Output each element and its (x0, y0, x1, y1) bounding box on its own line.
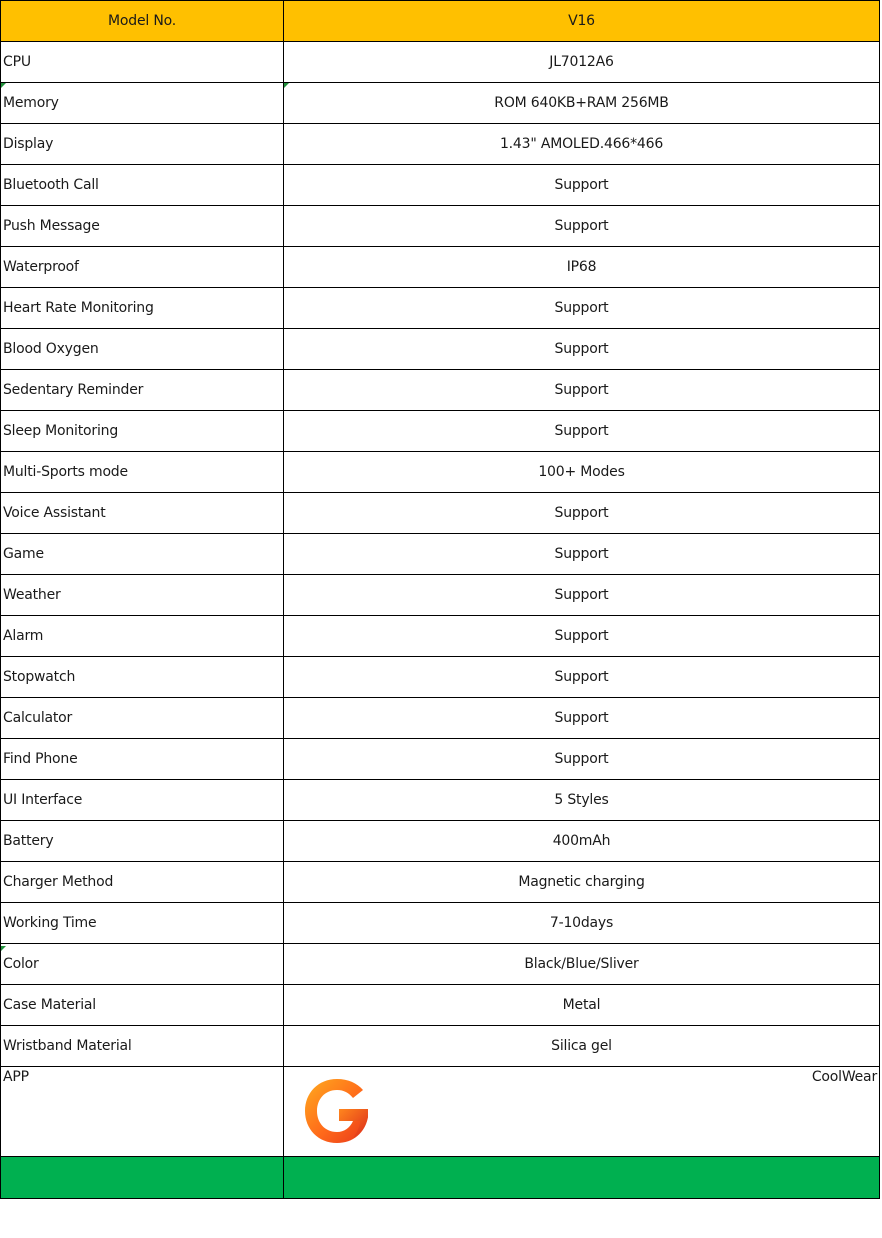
header-row (1, 1, 880, 42)
spec-row-memory (1, 83, 880, 124)
spec-row-charger-method (1, 862, 880, 903)
comment-marker-icon (1, 946, 6, 951)
spec-value: JL7012A6 (284, 42, 880, 83)
footer-row (1, 1157, 880, 1199)
spec-row-weather (1, 575, 880, 616)
spec-value: Support (284, 739, 880, 780)
spec-value: Support (284, 206, 880, 247)
spec-label: Sleep Monitoring (1, 411, 284, 452)
spec-value: Support (284, 288, 880, 329)
comment-marker-icon (1, 83, 6, 88)
spec-value: Black/Blue/Sliver (284, 944, 880, 985)
spec-label: Voice Assistant (1, 493, 284, 534)
spec-value: 100+ Modes (284, 452, 880, 493)
spec-value: Support (284, 411, 880, 452)
spec-label: Calculator (1, 698, 284, 739)
spec-value: Support (284, 698, 880, 739)
spec-value: Support (284, 657, 880, 698)
spec-label: Stopwatch (1, 657, 284, 698)
spec-value: 7-10days (284, 903, 880, 944)
spec-row-game (1, 534, 880, 575)
spec-label: Push Message (1, 206, 284, 247)
spec-label: UI Interface (1, 780, 284, 821)
app-row (1, 1067, 880, 1157)
spec-label: Weather (1, 575, 284, 616)
spec-value: Metal (284, 985, 880, 1026)
coolwear-g-logo-icon (303, 1077, 371, 1145)
spec-row-sedentary-reminder (1, 370, 880, 411)
spec-row-cpu (1, 42, 880, 83)
spec-row-voice-assistant (1, 493, 880, 534)
spec-value: Support (284, 534, 880, 575)
spec-label: Multi-Sports mode (1, 452, 284, 493)
spec-row-battery (1, 821, 880, 862)
spec-row-working-time (1, 903, 880, 944)
spec-row-ui-interface (1, 780, 880, 821)
spec-value: IP68 (284, 247, 880, 288)
spec-row-case-material (1, 985, 880, 1026)
model-no-header: Model No. (1, 1, 284, 42)
spec-row-wristband-material (1, 1026, 880, 1067)
spec-row-waterproof (1, 247, 880, 288)
spec-label: Find Phone (1, 739, 284, 780)
spec-value: Support (284, 165, 880, 206)
model-value-header: V16 (284, 1, 880, 42)
spec-label: Game (1, 534, 284, 575)
app-label: APP (1, 1067, 284, 1157)
spec-label: Memory (1, 83, 284, 124)
spec-label: Working Time (1, 903, 284, 944)
spec-value: Support (284, 616, 880, 657)
spec-row-alarm (1, 616, 880, 657)
spec-row-stopwatch (1, 657, 880, 698)
spec-label: Alarm (1, 616, 284, 657)
spec-label: Battery (1, 821, 284, 862)
spec-row-sleep-monitoring (1, 411, 880, 452)
spec-label: Display (1, 124, 284, 165)
spec-row-multi-sports (1, 452, 880, 493)
spec-label: CPU (1, 42, 284, 83)
spec-value: Support (284, 493, 880, 534)
spec-row-push-message (1, 206, 880, 247)
spec-row-calculator (1, 698, 880, 739)
spec-value: Silica gel (284, 1026, 880, 1067)
spec-value: Support (284, 575, 880, 616)
spec-label: Sedentary Reminder (1, 370, 284, 411)
spec-label: Color (1, 944, 284, 985)
spec-row-color (1, 944, 880, 985)
spec-label: Charger Method (1, 862, 284, 903)
spec-label: Case Material (1, 985, 284, 1026)
spec-value: Magnetic charging (284, 862, 880, 903)
comment-marker-icon (284, 83, 289, 88)
spec-row-find-phone (1, 739, 880, 780)
spec-value: 5 Styles (284, 780, 880, 821)
spec-row-display (1, 124, 880, 165)
spec-value: ROM 640KB+RAM 256MB (284, 83, 880, 124)
spec-value: Support (284, 370, 880, 411)
spec-value: Support (284, 329, 880, 370)
spec-value: 400mAh (284, 821, 880, 862)
spec-row-bluetooth-call (1, 165, 880, 206)
spec-label: Bluetooth Call (1, 165, 284, 206)
spec-row-heart-rate (1, 288, 880, 329)
spec-row-blood-oxygen (1, 329, 880, 370)
spec-label: Heart Rate Monitoring (1, 288, 284, 329)
app-cell (284, 1067, 880, 1157)
footer-cell-left (1, 1157, 284, 1199)
app-name: CoolWear (811, 1069, 877, 1085)
spec-label: Wristband Material (1, 1026, 284, 1067)
spec-value: 1.43" AMOLED.466*466 (284, 124, 880, 165)
footer-cell-right (284, 1157, 880, 1199)
spec-label: Waterproof (1, 247, 284, 288)
spec-label: Blood Oxygen (1, 329, 284, 370)
